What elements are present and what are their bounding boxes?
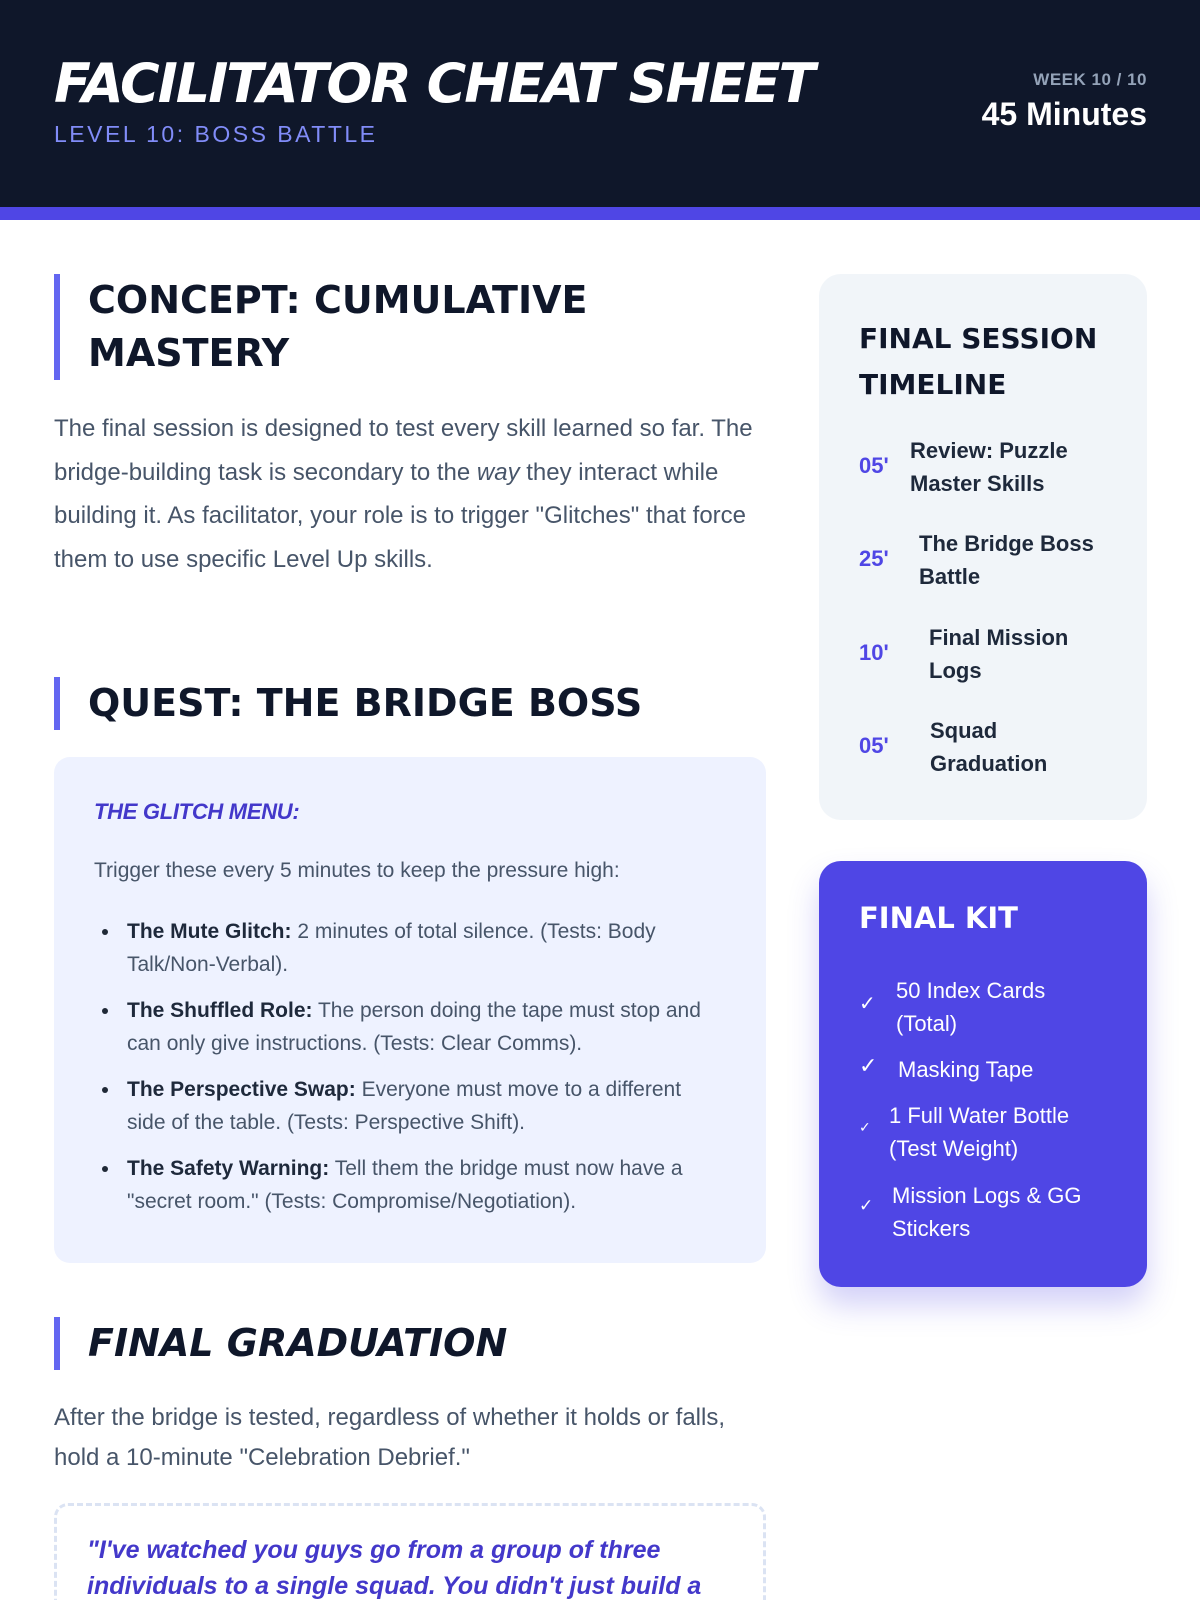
page-title: FACILITATOR CHEAT SHEET	[54, 52, 814, 115]
glitch-desc: The person doing the tape must stop and can only give instructions. (Tests: Clear Comms).	[127, 999, 701, 1055]
concept-text-after: they interact while building it. As facilitator, your role is to trigger "Glitches" that force them to use specific Level Up skills.	[54, 458, 747, 573]
glitch-item	[94, 1073, 724, 1139]
timeline-card	[819, 274, 1147, 820]
graduation-quote: "I've watched you guys go from a group of three individuals to a single squad. You didn't just build a	[87, 1536, 702, 1600]
timeline-label: Review: Puzzle Master Skills	[910, 438, 1068, 496]
timeline-label: The Bridge Boss Battle	[919, 531, 1094, 589]
kit-item-label: Masking Tape	[898, 1057, 1034, 1082]
kit-item-label: 50 Index Cards (Total)	[896, 978, 1046, 1036]
kit-item-label: 1 Full Water Bottle (Test Weight)	[889, 1103, 1070, 1161]
week-indicator: WEEK 10 / 10	[1033, 70, 1147, 89]
glitch-name: The Mute Glitch:	[127, 920, 292, 943]
header-accent-bar	[0, 207, 1200, 220]
concept-emphasis: way	[476, 458, 520, 486]
session-duration: 45 Minutes	[981, 96, 1147, 132]
concept-paragraph	[54, 407, 754, 581]
bullet-icon	[102, 1008, 108, 1014]
glitch-item	[94, 915, 724, 981]
glitch-item	[94, 994, 724, 1060]
timeline-label: Final Mission Logs	[929, 625, 1069, 683]
check-icon: ✓	[859, 993, 876, 1015]
kit-card	[819, 861, 1147, 1287]
glitch-desc: Everyone must move to a different side of the table. (Tests: Perspective Shift).	[127, 1078, 682, 1134]
glitch-item	[94, 1152, 724, 1218]
timeline-minutes: 10'	[859, 640, 889, 665]
bullet-icon	[102, 1087, 108, 1093]
timeline-title: FINAL SESSION TIMELINE	[859, 322, 1098, 401]
glitch-desc: 2 minutes of total silence. (Tests: Body Talk/Non-Verbal).	[127, 920, 656, 976]
timeline-minutes: 25'	[859, 546, 889, 571]
glitch-desc: Tell them the bridge must now have a "secret room." (Tests: Compromise/Negotiation).	[127, 1157, 683, 1213]
quest-heading: QUEST: THE BRIDGE BOSS	[54, 677, 754, 730]
timeline-minutes: 05'	[859, 733, 889, 758]
glitch-name: The Safety Warning:	[127, 1157, 330, 1180]
glitch-list	[94, 915, 724, 1231]
check-icon: ✓	[859, 1053, 878, 1078]
final-heading: FINAL GRADUATION	[54, 1317, 754, 1370]
check-icon: ✓	[859, 1119, 871, 1135]
glitch-name: The Shuffled Role:	[127, 999, 313, 1022]
page-subtitle: LEVEL 10: BOSS BATTLE	[54, 121, 378, 147]
final-paragraph: After the bridge is tested, regardless of whether it holds or falls, hold a 10-minute "Celebration Debrief."	[54, 1404, 726, 1471]
timeline-minutes: 05'	[859, 453, 889, 478]
kit-title: FINAL KIT	[859, 901, 1018, 935]
glitch-menu-intro: Trigger these every 5 minutes to keep the pressure high:	[94, 859, 620, 882]
page-header	[0, 0, 1200, 207]
glitch-menu-panel	[54, 757, 766, 1263]
glitch-menu-label: THE GLITCH MENU:	[94, 799, 300, 824]
concept-text-before: The final session is designed to test every skill learned so far. The bridge-building task is secondary to the	[54, 415, 753, 486]
timeline-label: Squad Graduation	[930, 718, 1048, 776]
quote-box	[54, 1503, 766, 1600]
bullet-icon	[102, 929, 108, 935]
check-icon: ✓	[859, 1196, 874, 1215]
concept-heading: CONCEPT: CUMULATIVE MASTERY	[54, 274, 754, 380]
glitch-name: The Perspective Swap:	[127, 1078, 356, 1101]
kit-item-label: Mission Logs & GG Stickers	[892, 1183, 1082, 1241]
bullet-icon	[102, 1166, 108, 1172]
